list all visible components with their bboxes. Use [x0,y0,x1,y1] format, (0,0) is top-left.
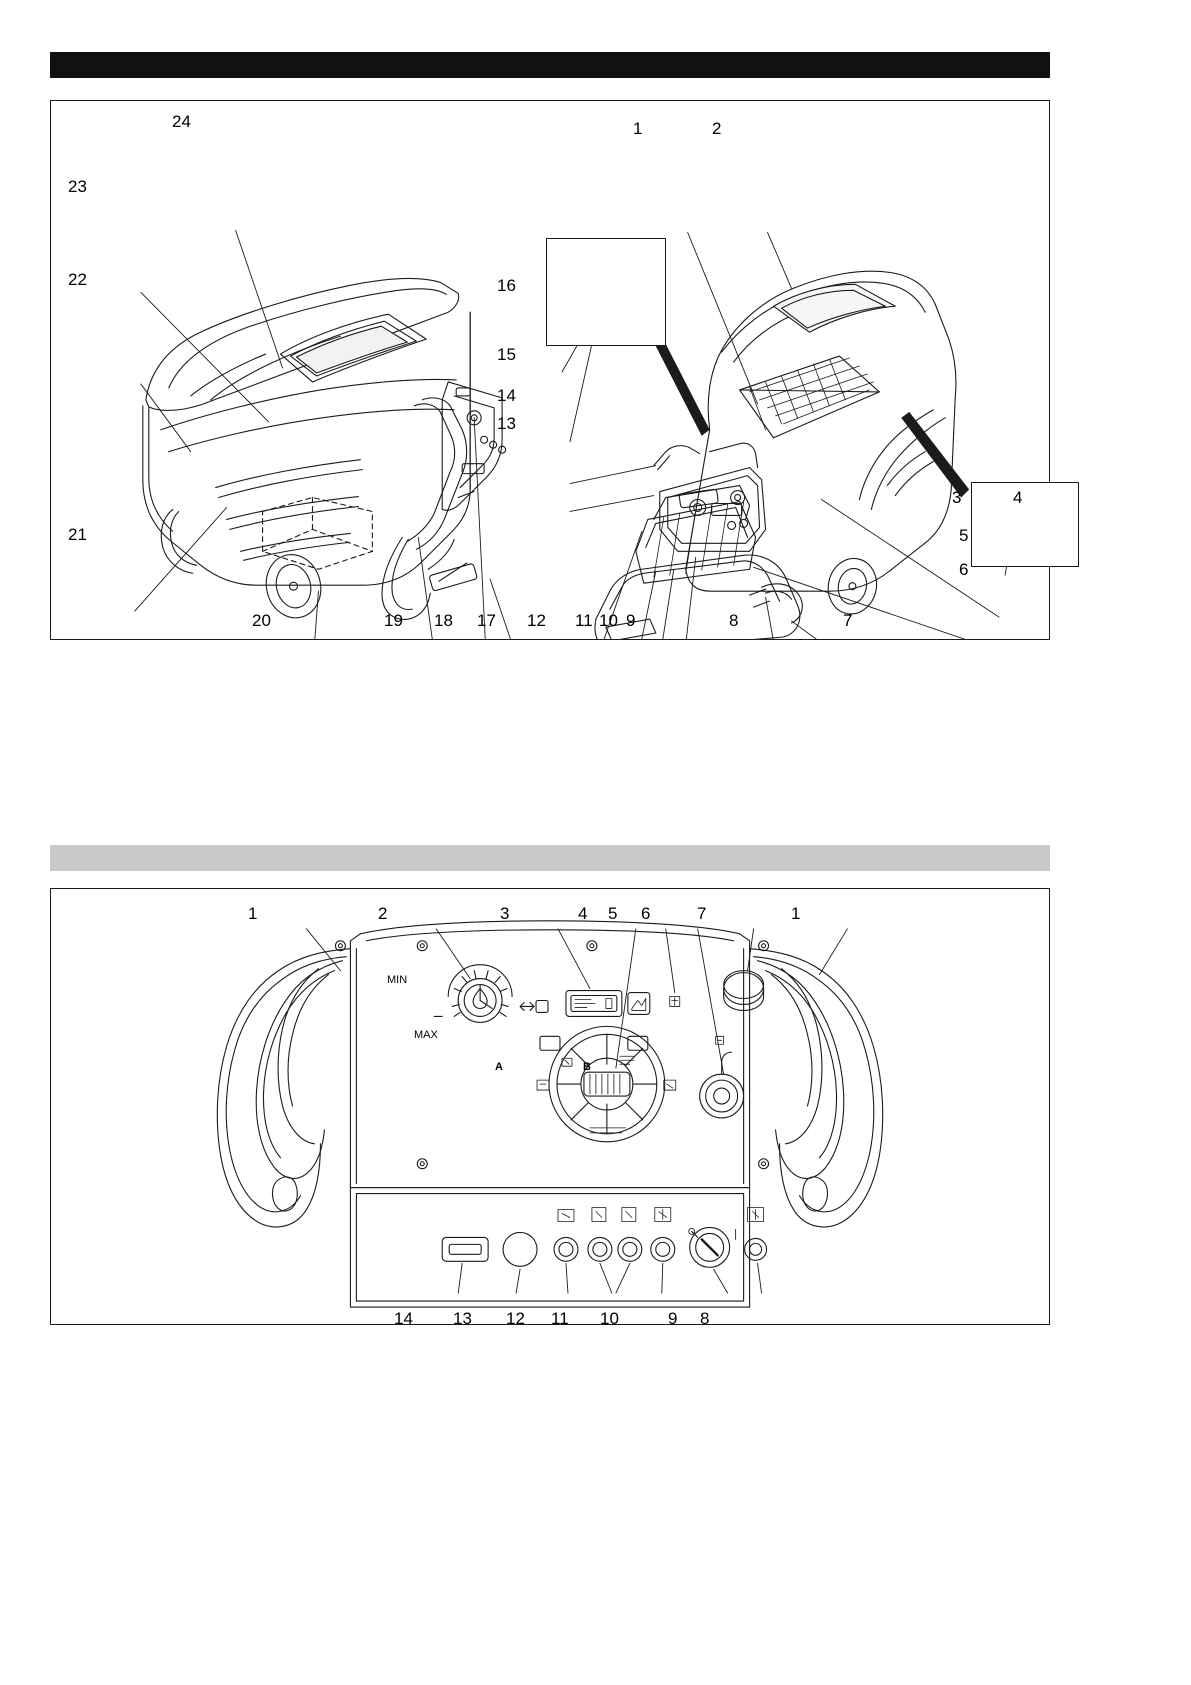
callout-3: 3 [952,488,962,507]
callout-15: 15 [497,345,516,364]
knob-max-label: MAX [414,1029,438,1041]
callout-12: 12 [527,611,546,630]
callout-24: 24 [172,112,191,131]
section-bar [50,845,1050,871]
console-callout-4: 4 [578,904,588,923]
console-callout-13: 13 [453,1309,472,1328]
console-callout-14: 14 [394,1309,413,1328]
callout-2: 2 [712,119,722,138]
callout-16: 16 [497,276,516,295]
knob-min-label: MIN [387,974,408,986]
console-callout-2: 2 [378,904,388,923]
console-callout-5: 5 [608,904,618,923]
machine-overview-figure [50,100,1050,640]
control-console-figure [50,888,1050,1328]
callout-18: 18 [434,611,453,630]
callout-19: 19 [384,611,403,630]
callout-20: 20 [252,611,271,630]
callout-9: 9 [626,611,636,630]
program-button-b-label: B [583,1061,591,1073]
callout-11: 11 [575,611,593,630]
callout-10: 10 [599,611,618,630]
console-callout-3: 3 [500,904,510,923]
callout-8: 8 [729,611,739,630]
console-callout-7: 7 [697,904,707,923]
callout-13: 13 [497,414,516,433]
console-callout-11: 11 [551,1309,569,1328]
callout-22: 22 [68,270,87,289]
callout-1: 1 [633,119,643,138]
program-button-a-label: A [495,1061,503,1073]
detail-inset-right [971,482,1079,567]
console-callout-9: 9 [668,1309,678,1328]
control-console-drawing [51,889,1049,1324]
detail-inset-top [546,238,666,346]
console-callout-12: 12 [506,1309,525,1328]
callout-7: 7 [843,611,853,630]
callout-17: 17 [477,611,496,630]
console-callout-8: 8 [700,1309,710,1328]
callout-6: 6 [959,560,969,579]
machine-overview-drawing [51,101,1049,639]
header-bar [50,52,1050,78]
callout-23: 23 [68,177,87,196]
console-callout-1-left: 1 [248,904,258,923]
callout-14: 14 [497,386,516,405]
callout-5: 5 [959,526,969,545]
console-callout-1-right: 1 [791,904,801,923]
console-callout-6: 6 [641,904,651,923]
callout-21: 21 [68,525,87,544]
callout-4: 4 [1013,488,1023,507]
console-callout-10: 10 [600,1309,619,1328]
